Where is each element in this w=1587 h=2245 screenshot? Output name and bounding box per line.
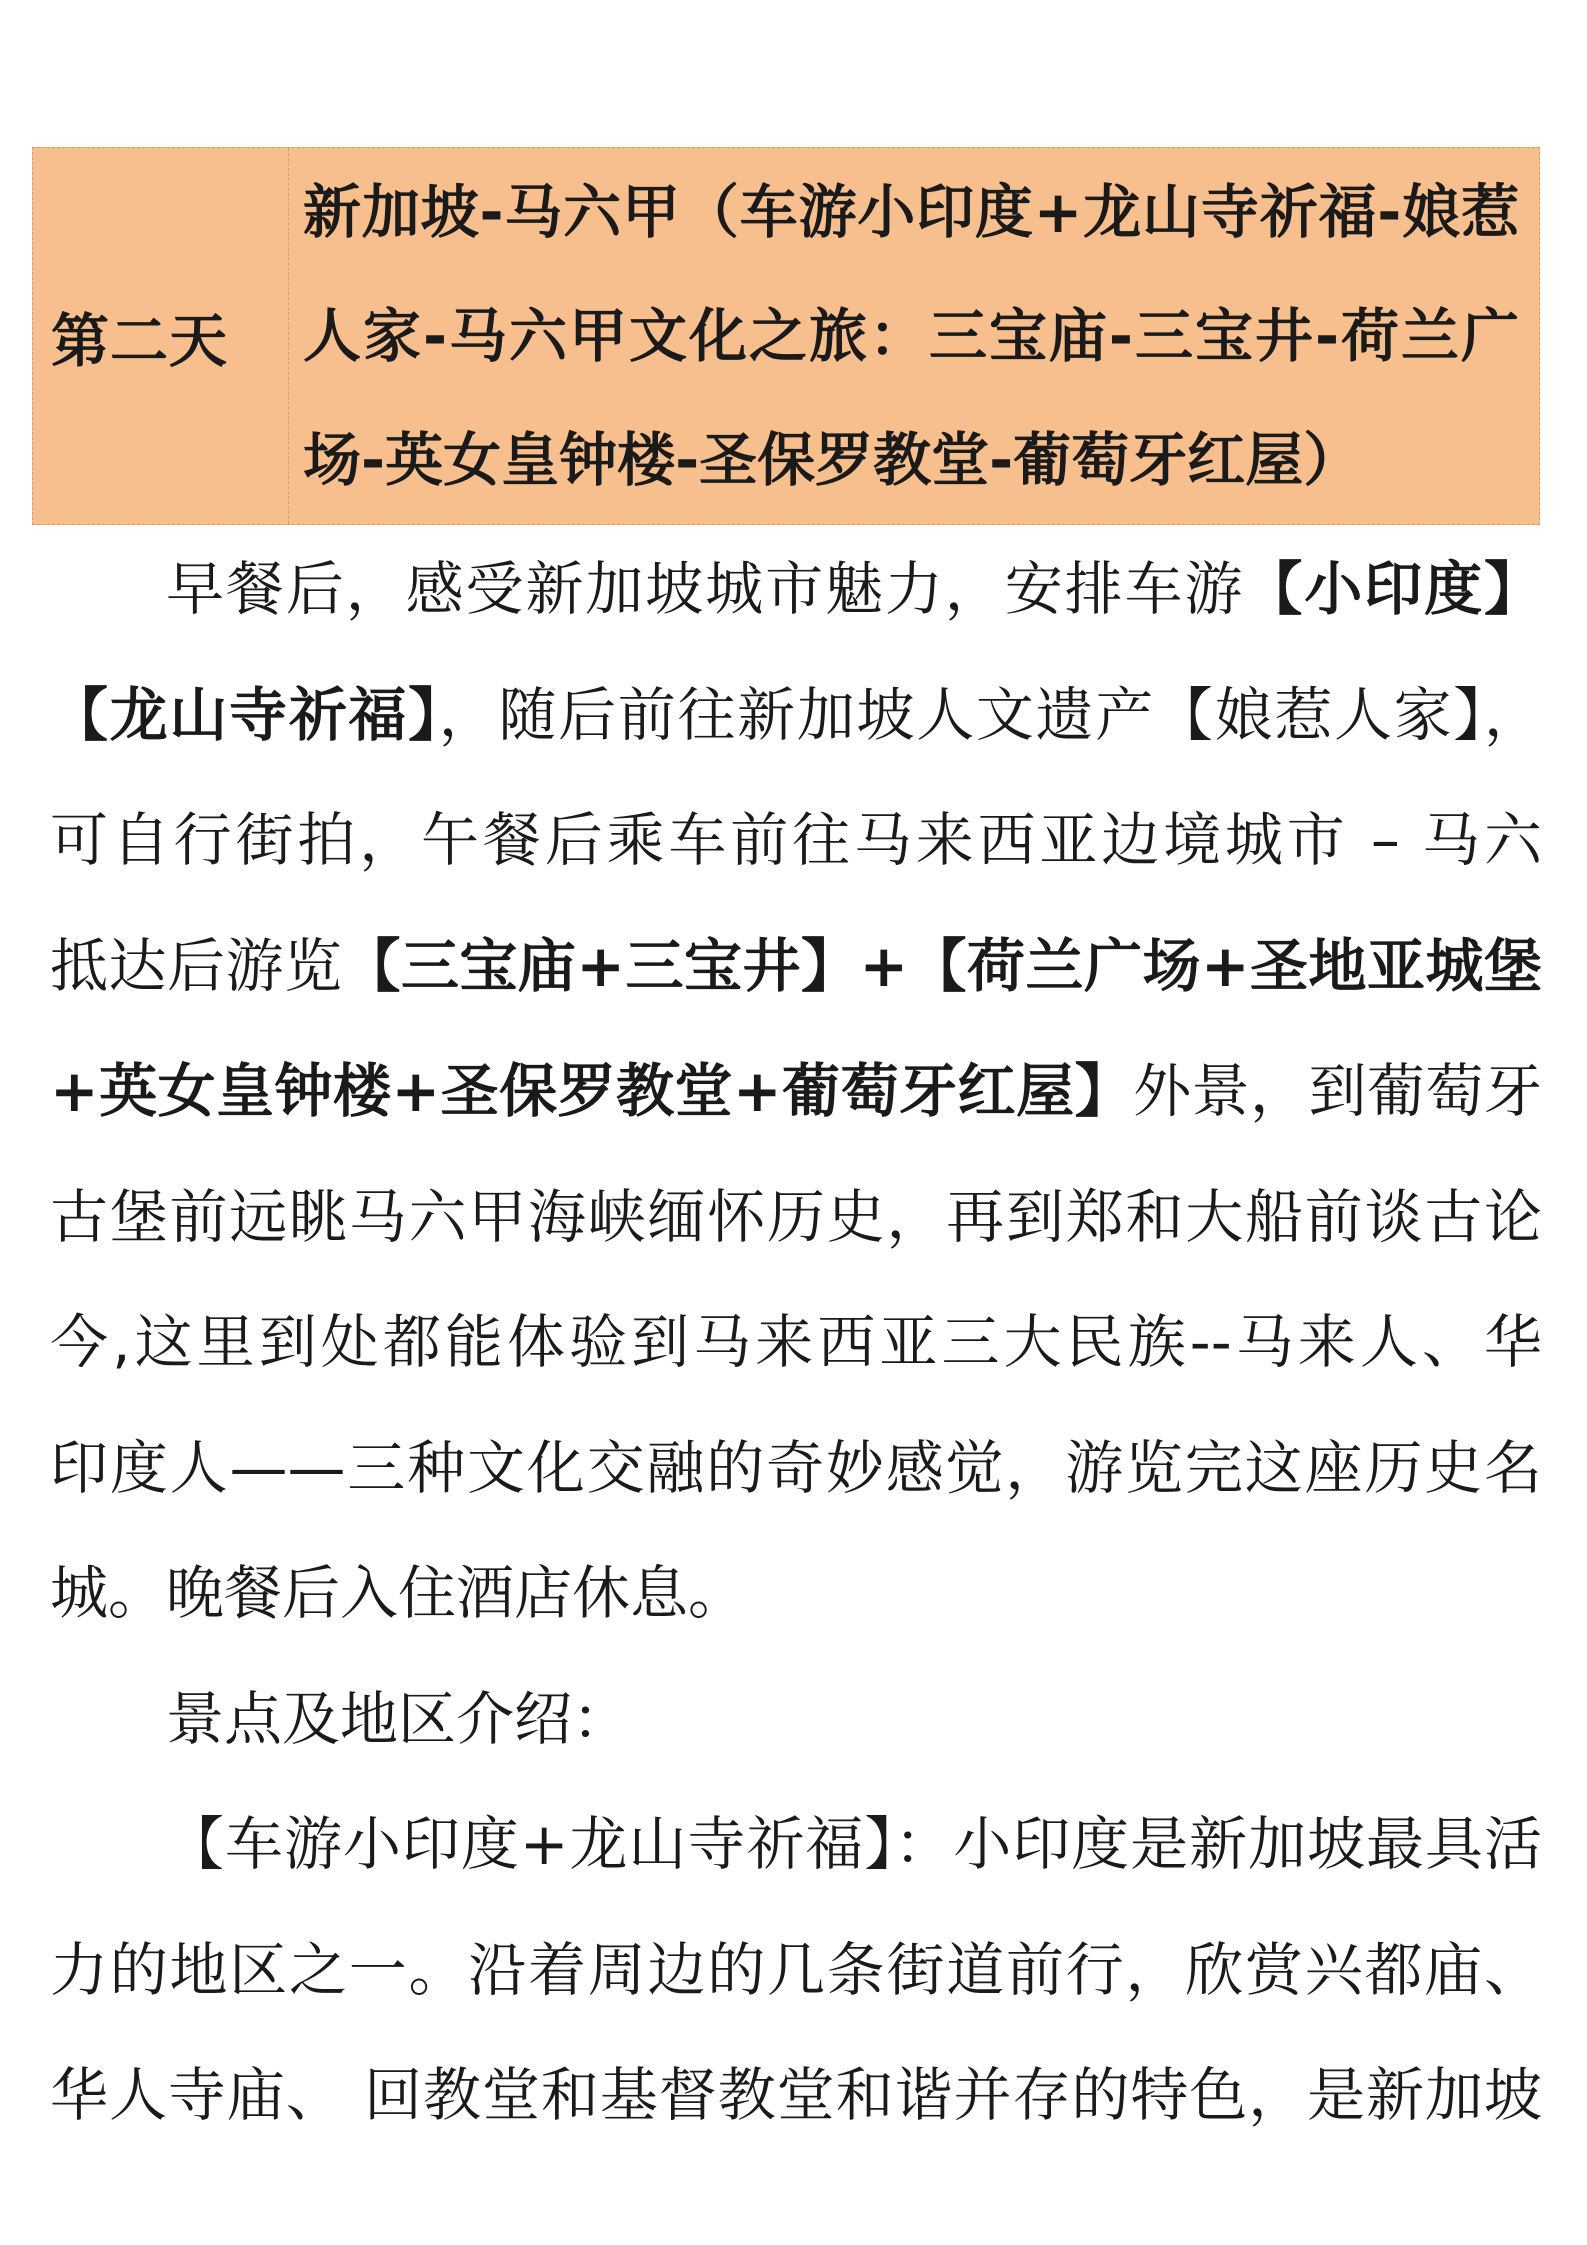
body-text: 抵达后游览 xyxy=(50,931,343,1000)
body-line xyxy=(50,527,1542,653)
body-line xyxy=(50,778,1542,904)
body-text: 今,这里到处都能体验到马来西亚三大民族--马来人、华 xyxy=(50,1308,1542,1376)
body-text: 早餐后，感受新加坡城市魅力，安排车游 xyxy=(166,555,1245,623)
body-line xyxy=(50,1531,1542,1657)
day-label-cell xyxy=(33,148,289,524)
body-line xyxy=(50,1406,1542,1532)
bold-highlight: 【三宝庙+三宝井】+【荷兰广场+圣地亚城堡 xyxy=(342,931,1542,1000)
itinerary-day-header xyxy=(32,147,1540,525)
bold-highlight: 【龙山寺祈福】 xyxy=(50,680,439,749)
day-title-line: 场-英女皇钟楼-圣保罗教堂-葡萄牙红屋） xyxy=(303,426,1362,494)
body-text: 力的地区之一。沿着周边的几条街道前行，欣赏兴都庙、 xyxy=(50,1935,1542,2004)
day-title-line: 人家-马六甲文化之旅：三宝庙-三宝井-荷兰广 xyxy=(303,302,1519,370)
body-line xyxy=(50,1280,1542,1406)
body-text: 景点及地区介绍： xyxy=(166,1684,631,1753)
body-line xyxy=(50,1029,1542,1155)
body-text: 城。晚餐后入住酒店休息。 xyxy=(50,1559,747,1627)
body-text: ，随后前往新加坡人文遗产【娘惹人家】， xyxy=(438,680,1542,749)
body-line xyxy=(50,2033,1542,2159)
body-line xyxy=(50,904,1542,1030)
bold-highlight: 【小印度】 xyxy=(1244,555,1542,623)
itinerary-description xyxy=(50,527,1542,2159)
body-text: 古堡前远眺马六甲海峡缅怀历史，再到郑和大船前谈古论 xyxy=(50,1182,1542,1251)
day-label: 第二天 xyxy=(51,307,229,375)
body-text: 外景，到葡萄牙 xyxy=(1133,1057,1542,1125)
body-text: 【车游小印度+龙山寺祈福】：小印度是新加坡最具活 xyxy=(166,1810,1542,1878)
section-heading xyxy=(50,1657,1542,1783)
body-line xyxy=(50,1782,1542,1908)
body-text: 华人寺庙、 回教堂和基督教堂和谐并存的特色，是新加坡 xyxy=(50,2061,1542,2129)
day-title-line: 新加坡-马六甲（车游小印度+龙山寺祈福-娘惹 xyxy=(303,178,1519,246)
bold-highlight: +英女皇钟楼+圣保罗教堂+葡萄牙红屋】 xyxy=(50,1057,1134,1125)
body-line xyxy=(50,1908,1542,2034)
body-text: 可自行街拍，午餐后乘车前往马来西亚边境城市 – 马六 xyxy=(50,806,1542,874)
day-title-cell xyxy=(289,148,1539,524)
body-line xyxy=(50,653,1542,779)
body-text: 印度人——三种文化交融的奇妙感觉，游览完这座历史名 xyxy=(50,1433,1542,1502)
body-line xyxy=(50,1155,1542,1281)
